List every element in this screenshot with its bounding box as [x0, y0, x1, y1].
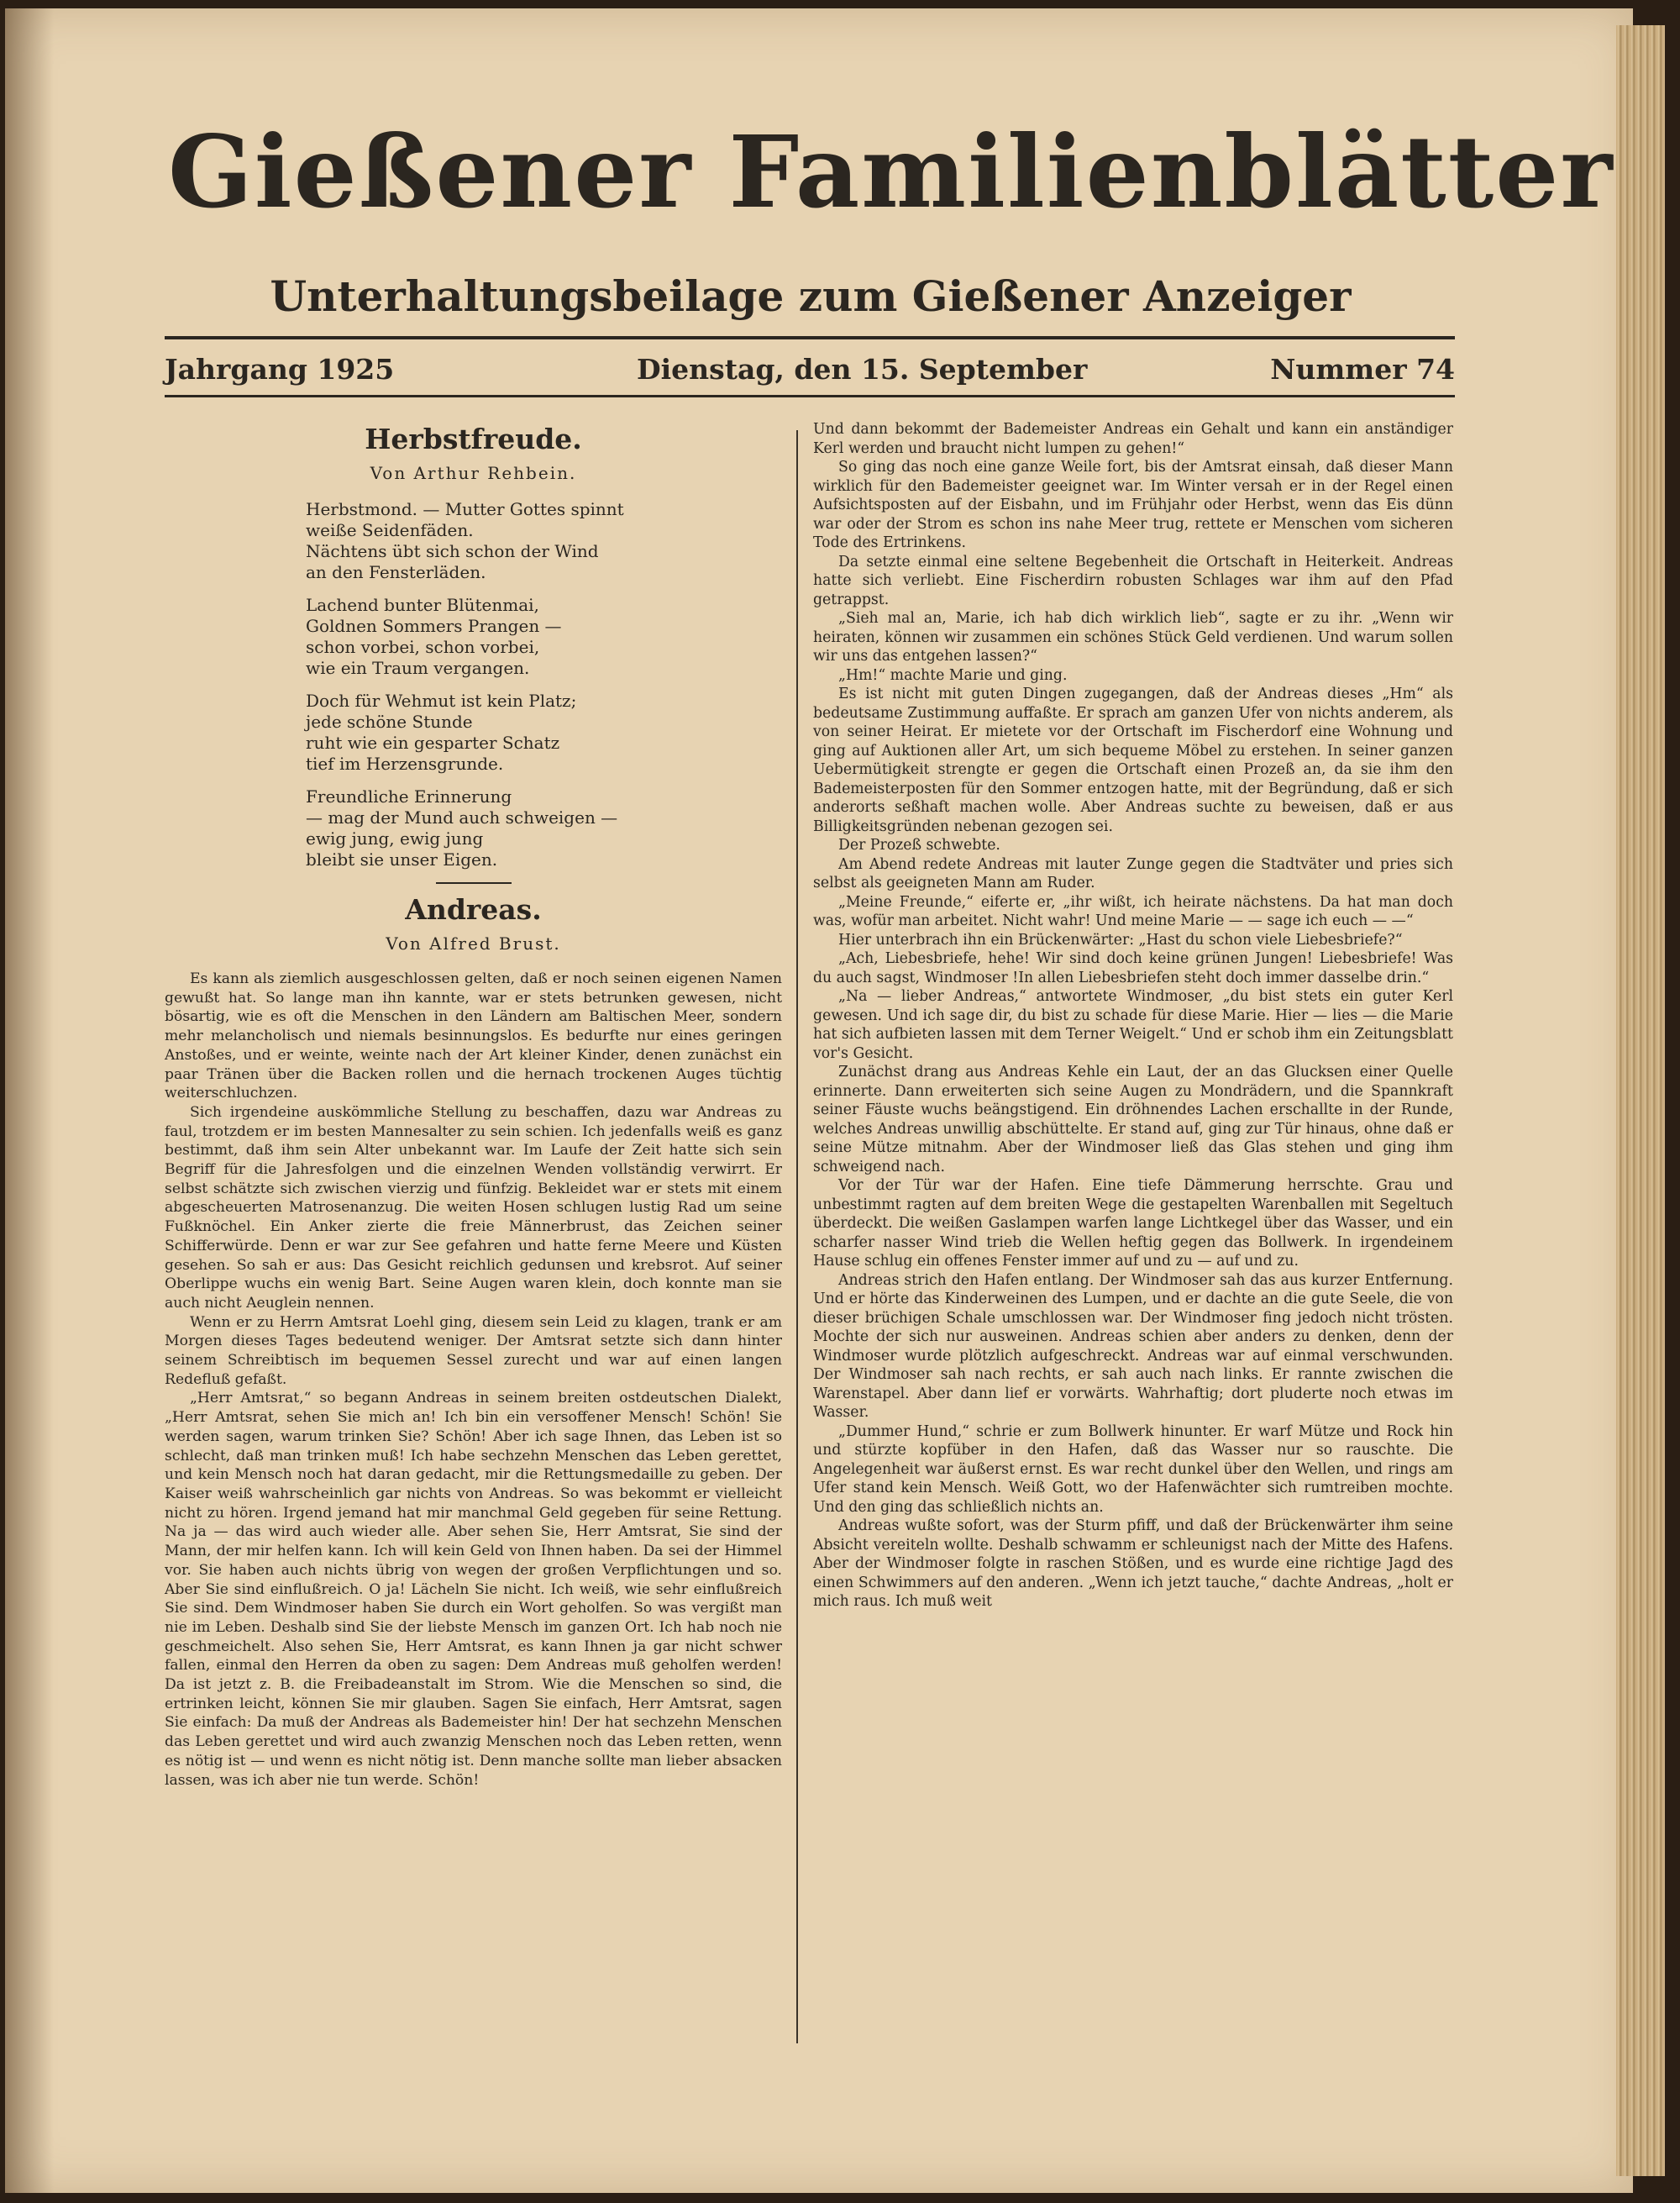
poem-line: Freundliche Erinnerung [306, 786, 512, 807]
story-body-left [165, 970, 782, 1790]
section-divider [436, 882, 512, 884]
story-body-right [813, 420, 1453, 1612]
poem-line: jede schöne Stunde [306, 712, 473, 732]
story-paragraph: Andreas strich den Hafen entlang. Der Windmoser sah das aus kurzer Entfernung. Und er hörte das Kinderweinen des Lumpen, und er dachte an die gute Seele, die von dieser brüchigen Schale umschlossen war. Der Windmoser fing jedoch nicht trösten. Mochte der sich nur ausweinen. Andreas schien aber anders zu denken, denn der Windmoser wurde plötzlich aufgeschreckt. Andreas war auf einmal verschwunden. Der Windmoser sah nach rechts, er sah auch nach links. Er rannte zwischen die Warenstapel. Aber dann lief er vorwärts. Wahrhaftig; dort pluderte noch etwas im Wasser. [813, 1271, 1453, 1421]
poem-stanza [306, 786, 782, 870]
binding-shadow [5, 8, 54, 2193]
poem-stanza [306, 499, 782, 583]
poem-line: tief im Herzensgrunde. [306, 754, 504, 774]
story-paragraph: Am Abend redete Andreas mit lauter Zunge gegen die Stadtväter und pries sich selbst als geeigneten Mann am Ruder. [813, 855, 1453, 891]
story-paragraph: Sich irgendeine auskömmliche Stellung zu beschaffen, dazu war Andreas zu faul, trotzdem er im besten Mannesalter zu sein schien. Ich jedenfalls weiß es ganz bestimmt, daß ihm sein Alter unbekannt war. Im Laufe der Zeit hatte sich sein Begriff für die Jahresfolgen und die einzelnen Wenden vollständig verwirrt. Er selbst schätzte sich zwischen vierzig und fünfzig. Bekleidet war er stets mit einem abgescheuerten Matrosenanzug. Die weiten Hosen schlugen lustig Rad um seine Fußknöchel. Ein Anker zierte die freie Männerbrust, das Zeichen seiner Schifferwürde. Denn er war zur See gefahren und hatte ferne Meere und Küsten gesehen. So sah er aus: Das Gesicht reichlich gedunsen und krebsrot. Auf seiner Oberlippe wuchs ein wenig Bart. Seine Augen waren klein, doch konnte man sie auch nicht Aeuglein nennen. [165, 1103, 782, 1312]
story-paragraph: „Meine Freunde,“ eiferte er, „ihr wißt, ich heirate nächstens. Da hat man doch was, wofür man arbeitet. Nicht wahr! Und meine Marie — — sage ich euch — —“ [813, 893, 1453, 929]
story-paragraph: Zunächst drang aus Andreas Kehle ein Laut, der an das Glucksen einer Quelle erinnerte. Dann erweiterten sich seine Augen zu Mondrädern, und die Spannkraft seiner Fäuste wuchs beängstigend. Ein dröhnendes Lachen erschallte in der Runde, welches Andreas unwillig abschüttelte. Er stand auf, ging zur Tür hinaus, ohne daß er seine Mütze mitnahm. Aber der Windmoser ließ das Glas stehen und ging ihm schweigend nach. [813, 1064, 1453, 1175]
poem-line: wie ein Traum vergangen. [306, 658, 530, 678]
issue-date: Dienstag, den 15. September [637, 353, 1088, 386]
poem-line: weiße Seidenfäden. [306, 520, 474, 540]
story-paragraph: „Na — lieber Andreas,“ antwortete Windmoser, „du bist stets ein guter Kerl gewesen. Und ich sage dir, du bist zu schade für diese Marie. Hier — lies — die Marie hat sich aufbieten lassen mit dem Terner Weigelt.“ Und er schob ihm ein Zeitungsblatt vor's Gesicht. [813, 988, 1453, 1062]
poem-byline: Von Arthur Rehbein. [370, 463, 577, 483]
poem-line: ruht wie ein gesparter Schatz [306, 733, 560, 753]
top-rule [165, 336, 1455, 339]
page-stack-edge [1616, 25, 1665, 2176]
poem-line: bleibt sie unser Eigen. [306, 849, 498, 870]
story-paragraph: Da setzte einmal eine seltene Begebenheit die Ortschaft in Heiterkeit. Andreas hatte sich verliebt. Eine Fischerdirn robusten Schlages war ihm auf den Pfad getrappst. [813, 553, 1453, 608]
poem-line: Lachend bunter Blütenmai, [306, 595, 539, 615]
poem-line: Goldnen Sommers Prangen — [306, 616, 562, 636]
story-paragraph: „Dummer Hund,“ schrie er zum Bollwerk hinunter. Er warf Mütze und Rock hin und stürzte kopfüber in den Hafen, daß das Wasser nur so rauschte. Die Angelegenheit war äußerst ernst. Es war recht dunkel über den Wellen, und rings am Ufer stand kein Mensch. Weiß Gott, wo der Hafenwächter sich rumtreiben mochte. Und den ging das schließlich nichts an. [813, 1422, 1453, 1516]
story-paragraph: Hier unterbrach ihn ein Brückenwärter: „Hast du schon viele Liebesbriefe?“ [838, 931, 1403, 949]
poem-line: Doch für Wehmut ist kein Platz; [306, 691, 577, 711]
story-paragraph: „Herr Amtsrat,“ so begann Andreas in seinem breiten ostdeutschen Dialekt, „Herr Amtsrat, sehen Sie mich an! Ich bin ein versoffener Mensch! Schön! Sie werden sagen, warum trinken Sie? Schön! Aber ich sage Ihnen, das Leben ist so schlecht, daß man trinken muß! Ich habe sechzehn Menschen das Leben gerettet, und kein Mensch noch hat daran gedacht, mir die Rettungsmedaille zu geben. Der Kaiser weiß wahrscheinlich gar nichts von Andreas. So was bekommt er vielleicht nicht zu hören. Irgend jemand hat mir manchmal Geld gegeben für seine Rettung. Na ja — das wird auch wieder alle. Aber sehen Sie, Herr Amtsrat, Sie sind der Mann, der mir helfen kann. Ich will kein Geld von Ihnen haben. Da sei der Himmel vor. Sie haben auch nichts übrig von wegen der großen Verpflichtungen und so. Aber Sie sind einflußreich. O ja! Lächeln Sie nicht. Ich weiß, wie sehr einflußreich Sie sind. Dem Windmoser haben Sie durch ein Wort geholfen. So was vergißt man nie im Leben. Deshalb sind Sie der liebste Mensch im ganzen Ort. Ich hab noch nie geschmeichelt. Also sehen Sie, Herr Amtsrat, es kann Ihnen ja gar nicht schwer fallen, einmal den Herren da oben zu sagen: Dem Andreas muß geholfen werden! Da ist jetzt z. B. die Freibadeanstalt im Strom. Wie die Menschen so sind, die ertrinken leicht, können Sie mir glauben. Sagen Sie einfach, Herr Amtsrat, sagen Sie einfach: Da muß der Andreas als Bademeister hin! Der hat sechzehn Menschen das Leben gerettet und wird auch zwanzig Menschen noch das Leben retten, wenn es nötig ist — und wenn es nicht nötig ist. Denn manche sollte man lieber absacken lassen, was ich aber nie tun werde. Schön! [165, 1390, 782, 1789]
column-divider [796, 430, 798, 2043]
story-paragraph: Der Prozeß schwebte. [838, 837, 1000, 854]
issue-number: Nummer 74 [1270, 353, 1455, 386]
poem-title: Herbstfreude. [365, 423, 582, 455]
poem-line: Nächtens übt sich schon der Wind [306, 541, 599, 561]
poem-line: — mag der Mund auch schweigen — [306, 807, 618, 828]
story-paragraph: Vor der Tür war der Hafen. Eine tiefe Dämmerung herrschte. Grau und unbestimmt ragten auf dem breiten Wege die gestapelten Warenballen mit Segeltuch überdeckt. Die weißen Gaslampen warfen lange Lichtkegel über das Wasser, und ein scharfer nasser Wind trieb die Wellen heftig gegen das Bollwerk. In irgendeinem Hause schlug ein offenes Fenster immer auf und zu — auf und zu. [813, 1177, 1453, 1270]
poem-line: Herbstmond. — Mutter Gottes spinnt [306, 499, 624, 519]
poem-line: ewig jung, ewig jung [306, 828, 484, 849]
story-paragraph: Und dann bekommt der Bademeister Andreas ein Gehalt und kann ein anständiger Kerl werden und braucht nicht lumpen zu gehen!“ [813, 421, 1453, 457]
story-paragraph: „Hm!“ machte Marie und ging. [838, 666, 1068, 684]
left-column [165, 420, 782, 1790]
issue-year: Jahrgang 1925 [165, 353, 395, 386]
story-byline: Von Alfred Brust. [386, 933, 561, 954]
right-column [813, 420, 1453, 1612]
story-paragraph: Es ist nicht mit guten Dingen zugegangen, daß der Andreas dieses „Hm“ als bedeutsame Zustimmung auffaßte. Er sprach am ganzen Ufer von nichts anderem, als von seiner Heirat. Er mietete vor der Ortschaft im Fischerdorf eine Wohnung und ging auf Auktionen aller Art, um sich bequeme Möbel zu erstehen. In seiner ganzen Uebermütigkeit strengte er gegen die Ortschaft einen Prozeß an, da sie ihm den Bademeisterposten für den Sommer entzogen hatte, mit der Begründung, daß er sich anderorts seßhaft machen wolle. Aber Andreas suchte zu beweisen, daß er aus Billigkeitsgründen nebenan gezogen sei. [813, 686, 1453, 835]
poem-stanza [306, 691, 782, 775]
masthead-title: Gießener Familienblätter [168, 113, 1614, 230]
poem-line: schon vorbei, schon vorbei, [306, 637, 540, 657]
story-paragraph: So ging das noch eine ganze Weile fort, bis der Amtsrat einsah, daß dieser Mann wirklich für den Bademeister geeignet war. Im Winter versah er in der Regel einen Aufsichtsposten auf der Eisbahn, und im Frühjahr oder Herbst, wenn das Eis dünn war oder der Strom es schon ins nahe Meer trug, rettete er Menschen vom sicheren Tode des Ertrinkens. [813, 459, 1453, 551]
story-paragraph: Wenn er zu Herrn Amtsrat Loehl ging, diesem sein Leid zu klagen, trank er am Morgen dieses Tages bedeutend weniger. Der Amtsrat setzte sich dann hinter seinem Schreibtisch im bequemen Sessel zurecht und war auf einen langen Redefluß gefaßt. [165, 1313, 782, 1388]
masthead-subtitle: Unterhaltungsbeilage zum Gießener Anzeiger [270, 271, 1352, 321]
dateline [165, 353, 1455, 395]
poem-body [165, 499, 782, 870]
story-paragraph: Andreas wußte sofort, was der Sturm pfiff, und daß der Brückenwärter ihm seine Absicht vereiteln wollte. Deshalb schwamm er schleunigst nach der Mitte des Hafens. Aber der Windmoser folgte in raschen Stößen, und es wurde eine richtige Jagd des einen Schwimmers auf den anderen. „Wenn ich jetzt tauche,“ dachte Andreas, „holt er mich raus. Ich muß weit [813, 1517, 1453, 1610]
story-paragraph: Es kann als ziemlich ausgeschlossen gelten, daß er noch seinen eigenen Namen gewußt hat. So lange man ihn kannte, war er stets betrunken gewesen, nicht bösartig, wie es oft die Menschen in den Ländern am Baltischen Meer, sondern mehr melancholisch und niemals besinnungslos. Es bedurfte nur eines geringen Anstoßes, und er weinte, weinte nach der Art kleiner Kinder, denen zunächst ein paar Tränen über die Backen rollen und die hernach trockenen Auges tüchtig weiterschluchzen. [165, 970, 782, 1102]
story-paragraph: „Sieh mal an, Marie, ich hab dich wirklich lieb“, sagte er zu ihr. „Wenn wir heiraten, können wir zusammen ein schönes Stück Geld verdienen. Und warum sollen wir uns das entgehen lassen?“ [813, 610, 1453, 665]
poem-stanza [306, 595, 782, 679]
poem-line: an den Fensterläden. [306, 562, 486, 582]
story-paragraph: „Ach, Liebesbriefe, hehe! Wir sind doch keine grünen Jungen! Liebesbriefe! Was du auch sagst, Windmoser !In allen Liebesbriefen steht doch immer dasselbe drin.“ [813, 950, 1453, 986]
bottom-rule [165, 395, 1455, 397]
story-title: Andreas. [405, 893, 542, 926]
